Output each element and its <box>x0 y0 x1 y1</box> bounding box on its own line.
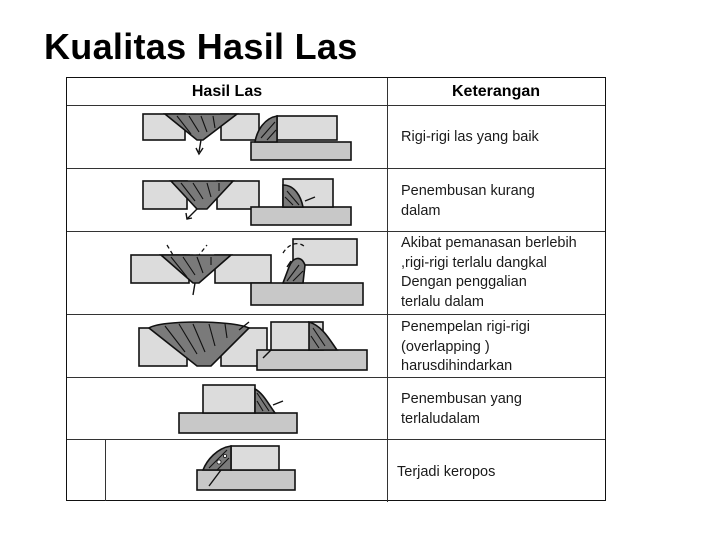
row-divider <box>67 231 605 232</box>
row-4-description <box>401 318 530 377</box>
desc-line: Rigi-rigi las yang baik <box>401 129 539 145</box>
desc-line: Penempelan rigi-rigi <box>401 319 530 335</box>
desc-line: harusdihindarkan <box>401 358 513 374</box>
row-divider <box>67 377 605 378</box>
row-divider <box>67 105 605 106</box>
desc-line: Dengan penggalian <box>401 274 527 290</box>
row-divider <box>67 314 605 315</box>
row-2-description <box>401 182 535 221</box>
desc-line: terlaludalam <box>401 410 480 427</box>
desc-line: (overlapping ) <box>401 338 490 355</box>
desc-line: terlalu dalam <box>401 293 485 310</box>
good-weld-diagram-icon <box>137 108 357 164</box>
desc-line: Penembusan yang <box>401 391 522 407</box>
desc-line: ,rigi-rigi terlalu dangkal <box>401 254 547 271</box>
row-6-description <box>397 463 495 483</box>
excess-penetration-diagram-icon <box>173 379 303 437</box>
row-1-description <box>401 128 539 148</box>
row-divider <box>67 439 605 440</box>
header-hasil-las: Hasil Las <box>191 82 263 100</box>
weld-quality-table <box>66 77 606 501</box>
desc-line: Penembusan kurang <box>401 183 535 199</box>
header-keterangan: Keterangan <box>451 82 541 100</box>
shallow-penetration-diagram-icon <box>137 171 357 229</box>
page-title: Kualitas Hasil Las <box>44 26 358 67</box>
row-divider <box>67 168 605 169</box>
desc-line: Akibat pemanasan berlebih <box>401 235 577 251</box>
undercut-diagram-icon <box>123 235 373 311</box>
porosity-diagram-icon <box>191 440 305 498</box>
column-divider-short <box>105 439 106 501</box>
row-3-description <box>401 234 577 312</box>
desc-line: dalam <box>401 202 441 219</box>
desc-line: Terjadi keropos <box>397 464 496 480</box>
row-5-description <box>401 390 522 429</box>
overlap-diagram-icon <box>131 318 371 376</box>
